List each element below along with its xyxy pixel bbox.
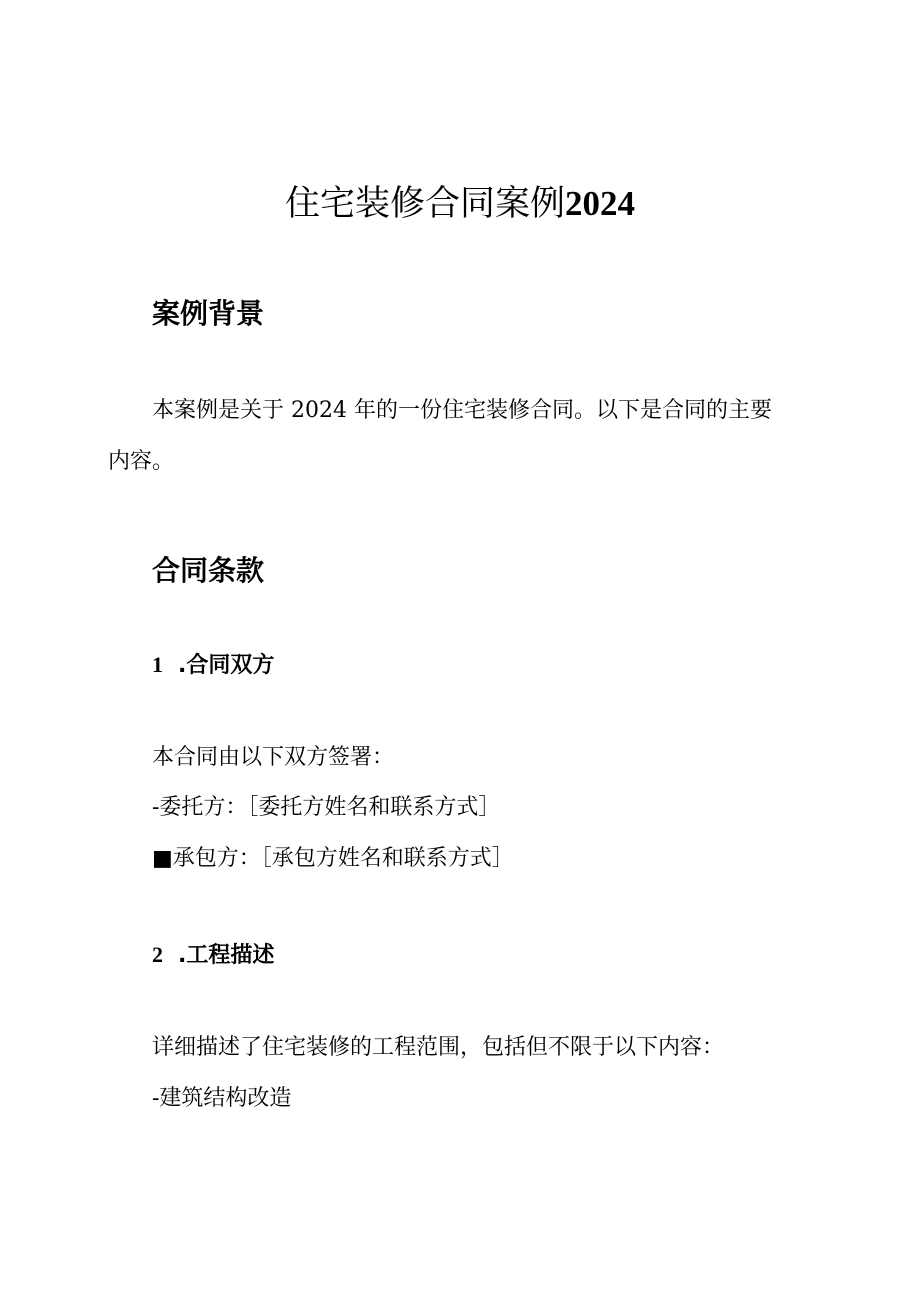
clause-heading-description [152,938,274,969]
clause-heading-parties [152,648,274,679]
clause-label: .合同双方 [178,653,275,678]
clause-number: 2 [152,942,163,967]
title-year: 2024 [565,184,635,223]
background-paragraph-line-1: 本案例是关于 2024 年的一份住宅装修合同。以下是合同的主要 [152,398,772,423]
clause-number: 1 [152,652,163,677]
title-text: 住宅装修合同案例 [284,184,565,224]
parties-intro: 本合同由以下双方签署： [152,745,395,770]
section-heading-background: 案例背景 [152,297,265,330]
background-paragraph-line-2: 内容。 [108,449,175,474]
description-item-structure: -建筑结构改造 [152,1086,292,1111]
document-title [0,176,920,226]
section-heading-terms: 合同条款 [152,554,265,587]
description-intro: 详细描述了住宅装修的工程范围，包括但不限于以下内容： [152,1035,725,1060]
clause-label: .工程描述 [178,943,275,968]
parties-contractor-line: ■承包方：［承包方姓名和联系方式］ [152,846,514,871]
parties-client-line: -委托方：［委托方姓名和联系方式］ [152,795,501,820]
